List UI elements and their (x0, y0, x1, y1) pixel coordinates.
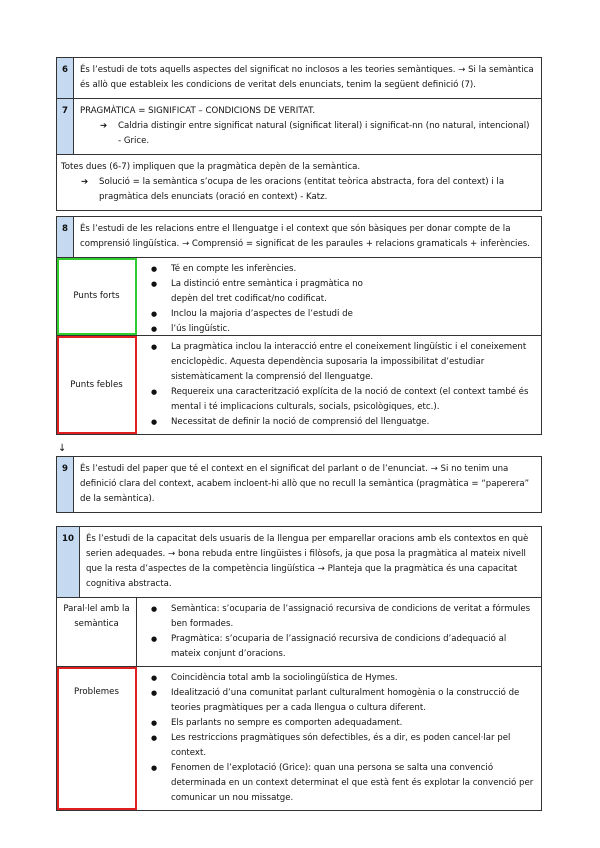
problems-label: Problemes (57, 667, 137, 810)
weaknesses-list (137, 336, 541, 434)
problems-row (57, 667, 541, 810)
list-item: ● Inclou la majoria d’aspectes de l’estudi de (171, 307, 535, 322)
list-item: ● Les restriccions pragmàtiques són defectibles, és a dir, es poden cancel·lar pel context. (171, 731, 535, 761)
list-item: ● Semàntica: s’ocuparia de l’assignació recursiva de condicions de veritat a fórmules ben formades. (171, 602, 535, 632)
definition-block-8 (56, 216, 542, 435)
definition-row-10 (57, 527, 541, 598)
parallel-row (57, 598, 541, 667)
weaknesses-label: Punts febles (57, 336, 137, 434)
list-item: ● Els parlants no sempre es comporten adequadament. (171, 716, 535, 731)
definition-number: 9 (57, 457, 74, 512)
definition-number: 7 (57, 99, 74, 154)
summary-text: Totes dues (6-7) impliquen que la pragmàtica depèn de la semàntica. (61, 162, 361, 172)
list-item: ● La pragmàtica inclou la interacció entre el coneixement lingüístic i el coneixement enciclopèdic. Aquesta dependència suposaria la impossibilitat d’estudiar sistemàticament la comprensió del llenguatge. (171, 340, 535, 385)
arrow-note: Solució = la semàntica s’ocupa de les oracions (entitat teòrica abstracta, fora del context) i la pragmàtica dels enunciats (oració en context) - Katz. (99, 177, 505, 202)
definition-row-8 (57, 217, 541, 258)
list-item: ● Requereix una caracterització explícita de la noció de context (el context també és mental i té implicacions culturals, socials, psicològiques, etc.). (171, 385, 535, 415)
strengths-label: Punts forts (57, 258, 137, 335)
definition-text: És l’estudi de tots aquells aspectes del significat no inclosos a les teories semàntiques. → Si la semàntica és allò que estableix les condicions de veritat dels enunciats, tenim la següent definició (7). (80, 65, 534, 90)
definition-block-9 (56, 456, 542, 513)
parallel-list (137, 598, 541, 666)
strengths-row (57, 258, 541, 336)
list-item: ● l’ús lingüístic. (171, 322, 535, 337)
definition-text: PRAGMÀTICA = SIGNIFICAT – CONDICIONS DE VERITAT. (80, 106, 316, 116)
list-item: ● Necessitat de definir la noció de comprensió del llenguatge. (171, 415, 535, 430)
weaknesses-row (57, 336, 541, 434)
definition-number: 8 (57, 217, 74, 257)
definition-text: És l’estudi de les relacions entre el llenguatge i el context que són bàsiques per donar compte de la comprensió lingüística. → Comprensió = significat de les paraules + relacions gramaticals + inferències. (80, 224, 530, 249)
arrow-icon: ➔ (100, 121, 108, 131)
definition-row-6 (57, 58, 541, 99)
list-item: ● Té en compte les inferències. (171, 262, 535, 277)
list-item: ● Pragmàtica: s’ocuparia de l’assignació recursiva de condicions d’adequació al mateix conjunt d’oracions. (171, 632, 535, 662)
definition-number: 10 (57, 527, 80, 597)
problems-list (137, 667, 541, 810)
definition-block-10 (56, 526, 542, 811)
list-item: depèn del tret codificat/no codificat. (171, 294, 327, 304)
parallel-label: Paral·lel amb la semàntica (57, 598, 137, 666)
definition-block-6-7 (56, 57, 542, 211)
arrow-icon: ➔ (81, 177, 89, 187)
definition-text: És l’estudi de la capacitat dels usuaris de la llengua per emparellar oracions amb els contextos en què serien adequades. → bona rebuda entre lingüistes i filòsofs, ja que posa la pragmàtica al mateix nivell que la resta d’aspectes de la competència lingüística → Planteja que la pragmàtica és una capacitat cognitiva abstracta. (86, 534, 529, 589)
definition-number: 6 (57, 58, 74, 98)
strengths-list (137, 258, 541, 335)
definition-row-7 (57, 99, 541, 155)
summary-row (57, 155, 541, 210)
list-item: ● Coincidència total amb la sociolingüística de Hymes. (171, 671, 535, 686)
definition-text: És l’estudi del paper que té el context en el significat del parlant o de l’enunciat. → Si no tenim una definició clara del context, acabem incloent-hi allò que no recull la semàntica (pragmàtica = “paperera” de la semàntica). (80, 464, 530, 504)
list-item: ● Fenomen de l’explotació (Grice): quan una persona se salta una convenció determinada en un context determinat el que està fent és explotar la convenció per comunicar un nou missatge. (171, 761, 535, 806)
arrow-note: Caldria distingir entre significat natural (significat literal) i significat-nn (no natural, intencional) - Grice. (118, 121, 530, 146)
list-item: ● Idealització d’una comunitat parlant culturalment homogènia o la construcció de teories pragmàtiques per a cada llengua o cultura diferent. (171, 686, 535, 716)
definition-row-9 (57, 457, 541, 512)
down-arrow-icon: ↓ (58, 443, 67, 454)
list-item: ● La distinció entre semàntica i pragmàtica no (171, 277, 535, 292)
